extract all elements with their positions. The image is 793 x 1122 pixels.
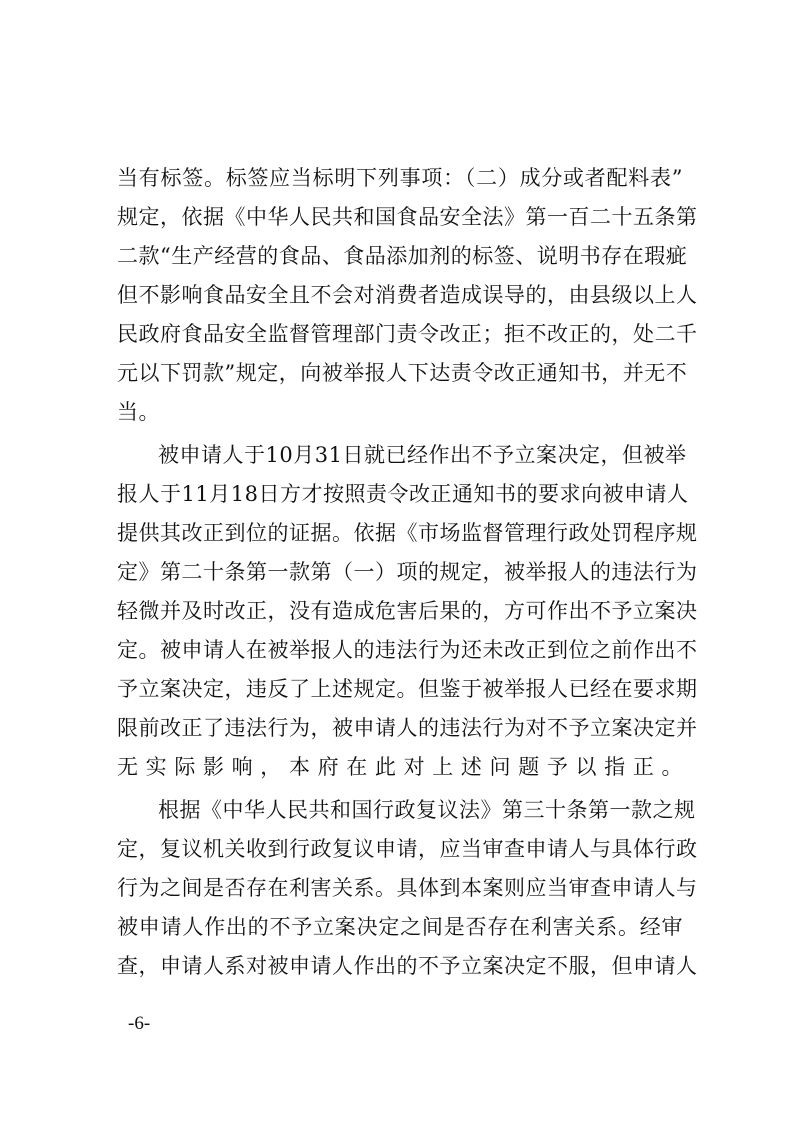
text-line: 民政府食品安全监督管理部门责令改正；拒不改正的，处二千 — [117, 322, 698, 346]
text-line: 查，申请人系对被申请人作出的不予立案决定不服，但申请人 — [117, 954, 698, 978]
text-line: 行为之间是否存在利害关系。具体到本案则应当审查申请人与 — [117, 876, 698, 900]
text-line: 二款“生产经营的食品、食品添加剂的标签、说明书存在瑕疵 — [117, 244, 688, 268]
text-line: 予立案决定，违反了上述规定。但鉴于被举报人已经在要求期 — [117, 677, 698, 701]
text-line: 定。被申请人在被举报人的违法行为还未改正到位之前作出不 — [117, 638, 698, 662]
text-line: 规定，依据《中华人民共和国食品安全法》第一百二十五条第 — [117, 205, 698, 229]
text-line: 定》第二十条第一款第（一）项的规定，被举报人的违法行为 — [117, 560, 698, 584]
text-line: 当有标签。标签应当标明下列事项：（二）成分或者配料表” — [117, 166, 683, 190]
text-line: 根据《中华人民共和国行政复议法》第三十条第一款之规 — [158, 798, 696, 822]
text-line: 被申请人作出的不予立案决定之间是否存在利害关系。经审 — [117, 915, 683, 939]
text-line: 被申请人于10月31日就已经作出不予立案决定，但被举 — [158, 443, 687, 467]
text-line: 但不影响食品安全且不会对消费者造成误导的，由县级以上人 — [117, 283, 698, 307]
text-line: 报人于11月18日方才按照责令改正通知书的要求向被申请人 — [117, 482, 689, 506]
text-line: 提供其改正到位的证据。依据《市场监督管理行政处罚程序规 — [117, 521, 698, 545]
page-number: -6- — [128, 1013, 151, 1034]
text-line: 当。 — [117, 400, 160, 424]
text-line: 轻微并及时改正，没有造成危害后果的，方可作出不予立案决 — [117, 599, 698, 623]
text-line: 元以下罚款”规定，向被举报人下达责令改正通知书，并无不 — [117, 361, 688, 385]
text-line: 无实际影响，本府在此对上述问题予以指正。 — [117, 755, 683, 779]
text-line: 限前改正了违法行为，被申请人的违法行为对不予立案决定并 — [117, 716, 698, 740]
text-line: 定，复议机关收到行政复议申请，应当审查申请人与具体行政 — [117, 837, 698, 861]
